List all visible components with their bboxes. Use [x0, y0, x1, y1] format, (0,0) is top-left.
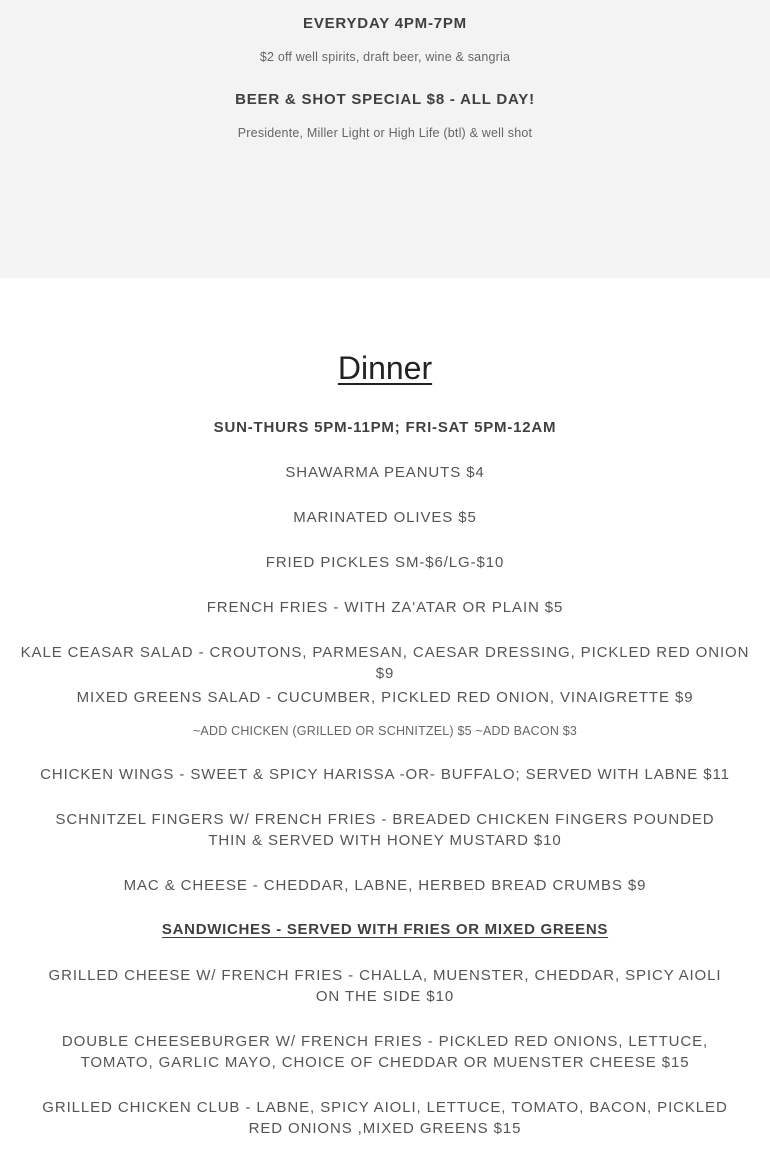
menu-item: GRILLED CHEESE W/ FRENCH FRIES - CHALLA, MUENSTER, CHEDDAR, SPICY AIOLI ON THE SIDE $10 — [48, 967, 722, 1005]
menu-item: CHICKEN WINGS - SWEET & SPICY HARISSA -OR- BUFFALO; SERVED WITH LABNE $11 — [40, 766, 730, 783]
sandwiches-heading: SANDWICHES - SERVED WITH FRIES OR MIXED GREENS — [161, 921, 609, 938]
dinner-hours: SUN-THURS 5PM-11PM; FRI-SAT 5PM-12AM — [213, 419, 557, 436]
menu-item: SCHNITZEL FINGERS W/ FRENCH FRIES - BREADED CHICKEN FINGERS POUNDED THIN & SERVED WITH HONEY MUSTARD $10 — [55, 811, 715, 849]
menu-item: SHAWARMA PEANUTS $4 — [285, 464, 485, 481]
happy-hour-description: $2 off well spirits, draft beer, wine & sangria — [259, 50, 511, 64]
menu-item: GRILLED CHICKEN CLUB - LABNE, SPICY AIOLI, LETTUCE, TOMATO, BACON, PICKLED RED ONIONS ,MIXED GREENS $15 — [42, 1099, 728, 1137]
menu-item: DOUBLE CHEESEBURGER W/ FRENCH FRIES - PICKLED RED ONIONS, LETTUCE, TOMATO, GARLIC MAYO, CHOICE OF CHEDDAR OR MUENSTER CHEESE $15 — [61, 1033, 709, 1071]
menu-item: FRIED PICKLES SM-$6/LG-$10 — [265, 554, 505, 571]
dinner-title: Dinner — [337, 350, 433, 386]
dinner-section — [0, 278, 770, 1159]
menu-item: MIXED GREENS SALAD - CUCUMBER, PICKLED RED ONION, VINAIGRETTE $9 — [76, 689, 694, 706]
happy-hour-section — [0, 0, 770, 278]
happy-hour-heading: EVERYDAY 4PM-7PM — [303, 15, 467, 32]
menu-item: MARINATED OLIVES $5 — [293, 509, 477, 526]
beer-shot-special-heading: BEER & SHOT SPECIAL $8 - ALL DAY! — [235, 91, 535, 108]
menu-item: KALE CEASAR SALAD - CROUTONS, PARMESAN, CAESAR DRESSING, PICKLED RED ONION $9 — [20, 644, 750, 682]
menu-item: FRENCH FRIES - WITH ZA'ATAR OR PLAIN $5 — [206, 599, 564, 616]
beer-shot-special-description: Presidente, Miller Light or High Life (btl) & well shot — [237, 126, 533, 140]
menu-item: MAC & CHEESE - CHEDDAR, LABNE, HERBED BREAD CRUMBS $9 — [123, 877, 647, 894]
salad-addons: ~ADD CHICKEN (GRILLED OR SCHNITZEL) $5 ~ADD BACON $3 — [192, 724, 578, 738]
